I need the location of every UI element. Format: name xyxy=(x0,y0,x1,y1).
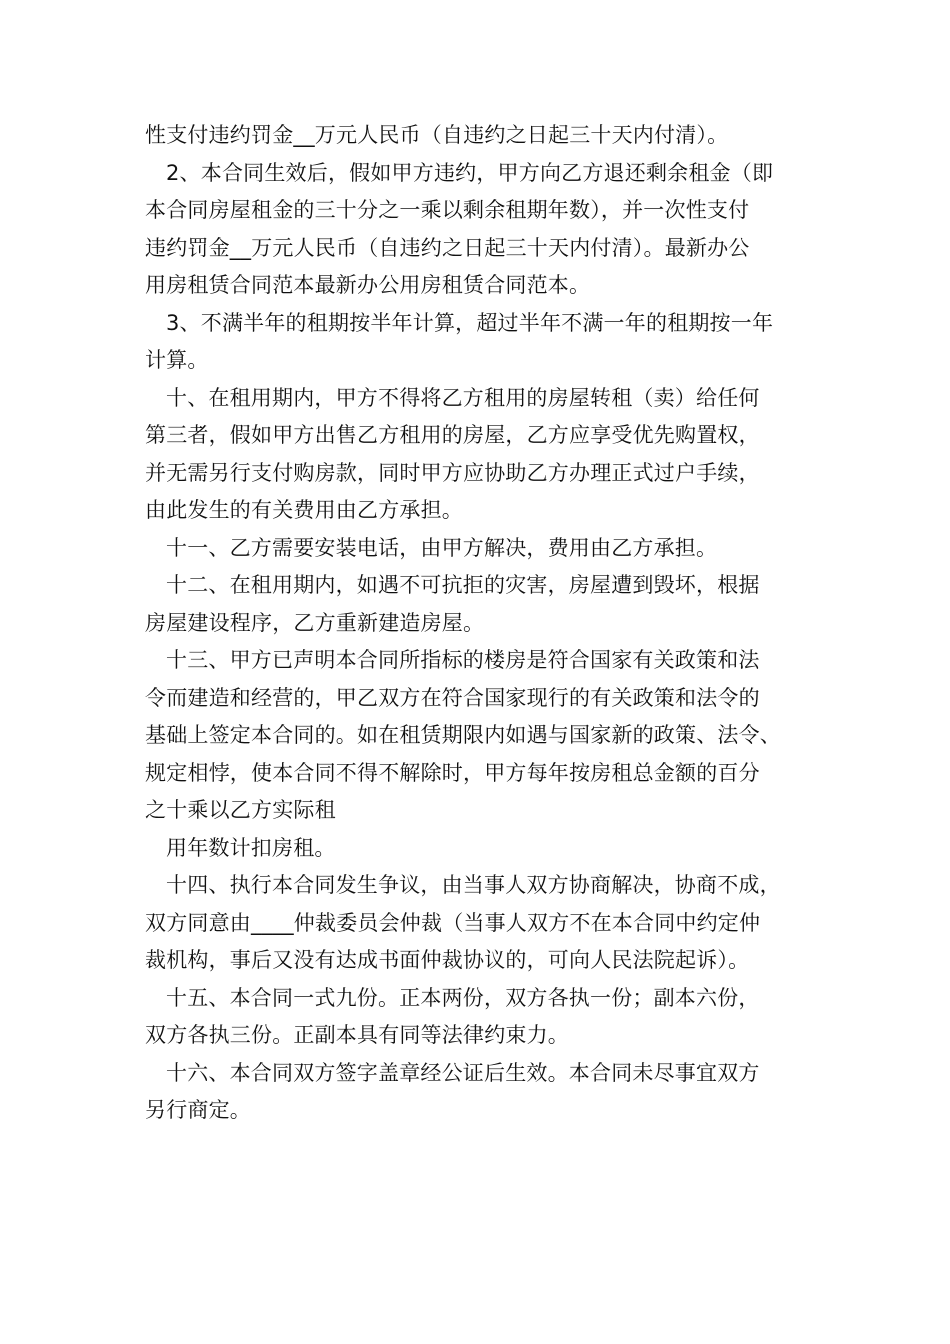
text-line: 双方各执三份。正副本具有同等法律约束力。 xyxy=(145,1023,569,1047)
text-line: 规定相悖，使本合同不得不解除时，甲方每年按房租总金额的百分 xyxy=(145,760,760,785)
article-12-line: 十二、在租用期内，如遇不可抗拒的灾害，房屋遭到毁坏，根据 xyxy=(166,573,760,597)
text-line: 性支付违约罚金__万元人民币（自违约之日起三十天内付清）。 xyxy=(145,123,729,147)
text-line: 违约罚金__万元人民币（自违约之日起三十天内付清）。最新办公 xyxy=(145,235,750,260)
article-15-line: 十五、本合同一式九份。正本两份，双方各执一份；副本六份， xyxy=(166,985,760,1010)
text-line: 双方同意由____仲裁委员会仲裁（当事人双方不在本合同中约定仲 xyxy=(145,910,761,935)
article-13-line: 十三、甲方已声明本合同所指标的楼房是符合国家有关政策和法 xyxy=(166,648,760,672)
text-line: 本合同房屋租金的三十分之一乘以剩余租期年数），并一次性支付 xyxy=(145,198,750,222)
clause-3-line: 3、不满半年的租期按半年计算，超过半年不满一年的租期按一年 xyxy=(166,310,774,335)
text-line: 由此发生的有关费用由乙方承担。 xyxy=(145,498,463,522)
text-line: 房屋建设程序，乙方重新建造房屋。 xyxy=(145,610,485,635)
text-line: 另行商定。 xyxy=(145,1098,251,1122)
article-11-line: 十一、乙方需要安装电话，由甲方解决，费用由乙方承担。 xyxy=(166,535,718,560)
text-line: 用年数计扣房租。 xyxy=(166,835,336,860)
clause-2-line: 2、本合同生效后，假如甲方违约，甲方向乙方退还剩余租金（即 xyxy=(166,160,774,185)
text-line: 用房租赁合同范本最新办公用房租赁合同范本。 xyxy=(145,273,591,297)
article-16-line: 十六、本合同双方签字盖章经公证后生效。本合同未尽事宜双方 xyxy=(166,1060,760,1085)
text-line: 基础上签定本合同的。如在租赁期限内如遇与国家新的政策、法令、 xyxy=(145,723,781,747)
text-line: 之十乘以乙方实际租 xyxy=(145,798,336,822)
article-10-line: 十、在租用期内，甲方不得将乙方租用的房屋转租（卖）给任何 xyxy=(166,385,760,410)
article-14-line: 十四、执行本合同发生争议，由当事人双方协商解决，协商不成， xyxy=(166,873,781,897)
text-line: 令而建造和经营的，甲乙双方在符合国家现行的有关政策和法令的 xyxy=(145,685,760,710)
contract-text xyxy=(145,117,835,1130)
text-line: 裁机构，事后又没有达成书面仲裁协议的，可向人民法院起诉）。 xyxy=(145,948,750,972)
text-line: 并无需另行支付购房款，同时甲方应协助乙方办理正式过户手续， xyxy=(145,460,760,485)
text-line: 第三者，假如甲方出售乙方租用的房屋，乙方应享受优先购置权， xyxy=(145,423,760,447)
text-line: 计算。 xyxy=(145,348,209,372)
